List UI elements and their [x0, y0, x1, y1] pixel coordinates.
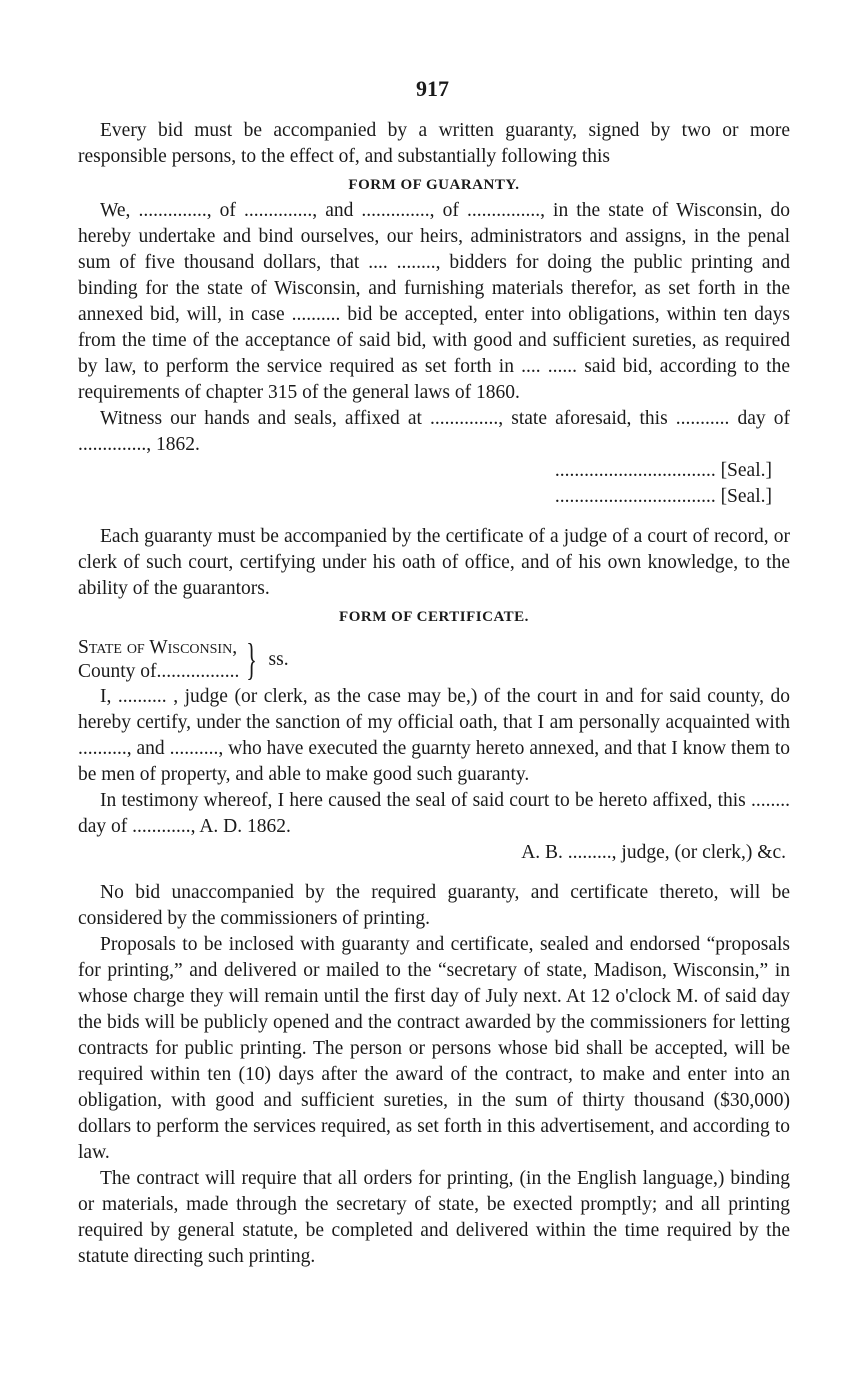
seal-line-2: ................................. [Seal.]	[554, 486, 772, 507]
guaranty-body: We, .............., of .............., and .............., of ..............., in the state of Wisconsin, do hereby undertake and bind ourselves, our heirs, administrators and assigns, in the penal sum of five thousand dollars, that .... ........, bidders for doing the public printing and binding for the state of Wisconsin, and furnishing materials therefor, as set forth in the annexed bid, will, in case .......... bid be accepted, enter into obligations, within ten days from the time of the acceptance of said bid, with good and sufficient sureties, as required by law, to perform the service required as set forth in .... ...... said bid, according to the requirements of chapter 315 of the general laws of 1860.	[78, 200, 790, 403]
paragraph-no-bid: No bid unaccompanied by the required guaranty, and certificate thereto, will be considered by the commissioners of printing.	[78, 882, 790, 929]
certificate-testimony: In testimony whereof, I here caused the seal of said court to be hereto affixed, this ........ day of ............, A. D. 1862.	[78, 790, 790, 837]
guaranty-heading: FORM OF GUARANTY.	[348, 177, 520, 193]
ss-label: ss.	[268, 649, 289, 670]
spacer	[78, 510, 790, 524]
certificate-body: I, .......... , judge (or clerk, as the case may be,) of the court in and for said county, do hereby certify, under the sanction of my official oath, that I am personally acquainted with .........., and .........., who have executed the guarnty hereto annexed, and that I know them to be men of property, and able to make good such guaranty.	[78, 686, 790, 785]
county-line: County of.................	[78, 661, 240, 682]
seal-line-1: ................................. [Seal.]	[554, 460, 772, 481]
spacer	[78, 866, 790, 880]
guaranty-note: Each guaranty must be accompanied by the certificate of a judge of a court of record, or clerk of such court, certifying under his oath of office, and of his own knowledge, to the ability of the guarantors.	[78, 526, 790, 599]
intro-paragraph: Every bid must be accompanied by a written guaranty, signed by two or more responsible persons, to the effect of, and substantially following this	[78, 120, 790, 167]
venue-lines	[78, 636, 239, 684]
state-line: State of Wisconsin,	[78, 637, 238, 658]
page-number: 917	[416, 76, 449, 101]
page-body	[78, 118, 790, 1270]
certificate-signature: A. B. ........., judge, (or clerk,) &c.	[521, 842, 786, 863]
venue-block	[78, 636, 790, 684]
certificate-heading: FORM OF CERTIFICATE.	[339, 609, 529, 625]
paragraph-proposals: Proposals to be inclosed with guaranty and certificate, sealed and endorsed “proposals for printing,” and delivered or mailed to the “secretary of state, Madison, Wisconsin,” in whose charge they will remain until the first day of July next. At 12 o'clock M. of said day the bids will be publicly opened and the contract awarded by the commissioners for letting contracts for public printing. The person or persons whose bid shall be accepted, will be required within ten (10) days after the award of the contract, to make and enter into an obligation, with good and sufficient sureties, in the sum of thirty thousand ($30,000) dollars to perform the services required, as set forth in this advertisement, and according to law.	[78, 934, 790, 1163]
brace-glyph: }	[246, 635, 258, 684]
paragraph-contract: The contract will require that all orders for printing, (in the English language,) binding or materials, made through the secretary of state, be exected promptly; and all printing required by general statute, be completed and delivered within the time required by the statute directing such printing.	[78, 1168, 790, 1267]
guaranty-witness: Witness our hands and seals, affixed at .............., state aforesaid, this ........... day of .............., 1862.	[78, 408, 790, 455]
